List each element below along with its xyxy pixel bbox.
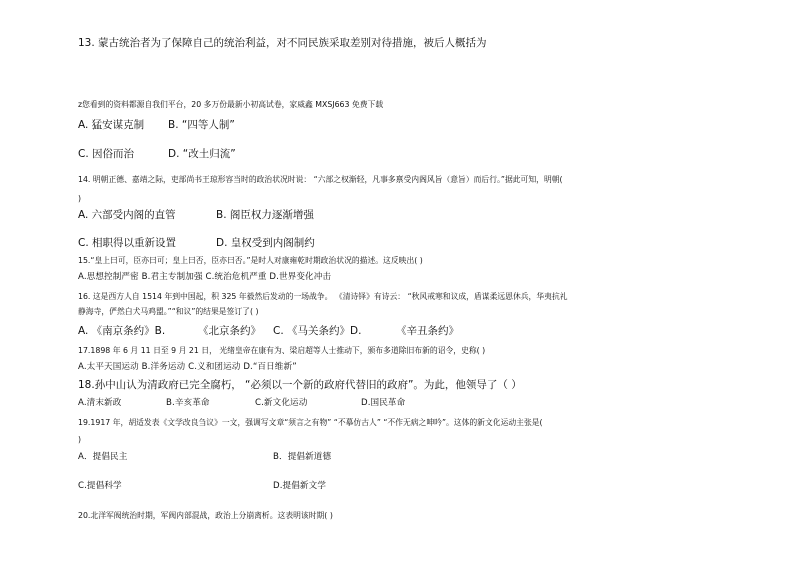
q18-option-c: C.新文化运动 [255,398,308,408]
q15-options: A.思想控制严密 B.君主专制加强 C.统治危机严重 D.世界变化冲击 [78,272,332,282]
q19-option-b: B．提倡新道德 [273,452,332,462]
q13-option-d: D. “改土归流” [168,148,236,160]
q13-option-c: C. 因俗而治 [78,148,135,160]
q16-option-d: 《辛丑条约》 [396,325,459,337]
q16-option-c: C. 《马关条约》D. [273,325,362,337]
q13-option-b: B. “四等人制” [168,119,235,131]
q16-option-a: A. 《南京条约》B. [78,325,166,337]
ad-line: z您看到的资料都源自我们平台，20 多万份最新小初高试卷，家威鑫 MXSJ663 免费下载 [78,100,384,109]
q14-stem-line2: ) [78,194,82,203]
q17-options: A.太平天国运动 B.洋务运动 C.义和团运动 D.“百日维新” [78,362,297,372]
q18-option-d: D.国民革命 [361,398,406,408]
q20-stem: 20.北洋军阀统治时期，军阀内部混战，政治上分崩离析。这表明该时期( ) [78,511,333,520]
q13-option-a: A. 猛安谋克制 [78,119,145,131]
q19-stem-line1: 19.1917 年，胡适发表《文学改良刍议》一文，强调写文章“须言之有物” “不摹仿古人” “不作无病之呻吟”。这体的新文化运动主张是( [78,418,543,427]
q16-stem-line1: 16. 这是西方人自 1514 年到中国起，积 325 年毅然后发动的一场战争。 《清诗铎》有诗云： “秋风戒寒和议成，盾谋柔远恩休兵，华夷抗礼 [78,292,568,301]
q19-option-a: A．提倡民主 [78,452,128,462]
q17-stem: 17.1898 年 6 月 11 日至 9 月 21 日， 光绪皇帝在康有为、梁启超等人士推动下，颁布多道除旧布新的诏令，史称( ) [78,346,486,355]
q13-stem: 13. 蒙古统治者为了保障自己的统治利益，对不同民族采取差别对待措施，被后人概括为 [78,37,487,49]
q15-stem: 15.“皇上曰可，臣亦曰可；皇上曰否，臣亦曰否。”是时人对康雍乾时期政治状况的描述。这反映出( ) [78,256,423,265]
q14-option-b: B. 阁臣权力逐渐增强 [216,209,314,221]
q19-option-c: C.提倡科学 [78,481,122,491]
q18-stem: 18.孙中山认为清政府已完全腐朽， “必须以一个新的政府代替旧的政府”。为此，他领导了（ ） [78,379,522,391]
q14-option-a: A. 六部受内阁的直管 [78,209,176,221]
q14-option-d: D. 皇权受到内阁制约 [216,237,315,249]
q18-option-b: B.辛亥革命 [166,398,210,408]
q14-stem-line1: 14. 明朝正德、嘉靖之际，吏部尚书王琼形容当时的政治状况时说： “六部之权渐轻，凡事多禀受内阁风旨（意旨）而后行。”据此可知，明朝( [78,175,563,184]
q19-stem-line2: ) [78,435,82,444]
q19-option-d: D.提倡新文学 [273,481,327,491]
q14-option-c: C. 相职得以重新设置 [78,237,177,249]
q16-stem-line2: 静海寺，俨然白犬马鸡盟。”“和议”的结果是签订了( ) [78,307,259,316]
q18-option-a: A.清末新政 [78,398,122,408]
q16-option-b: 《北京条约》 [198,325,261,337]
